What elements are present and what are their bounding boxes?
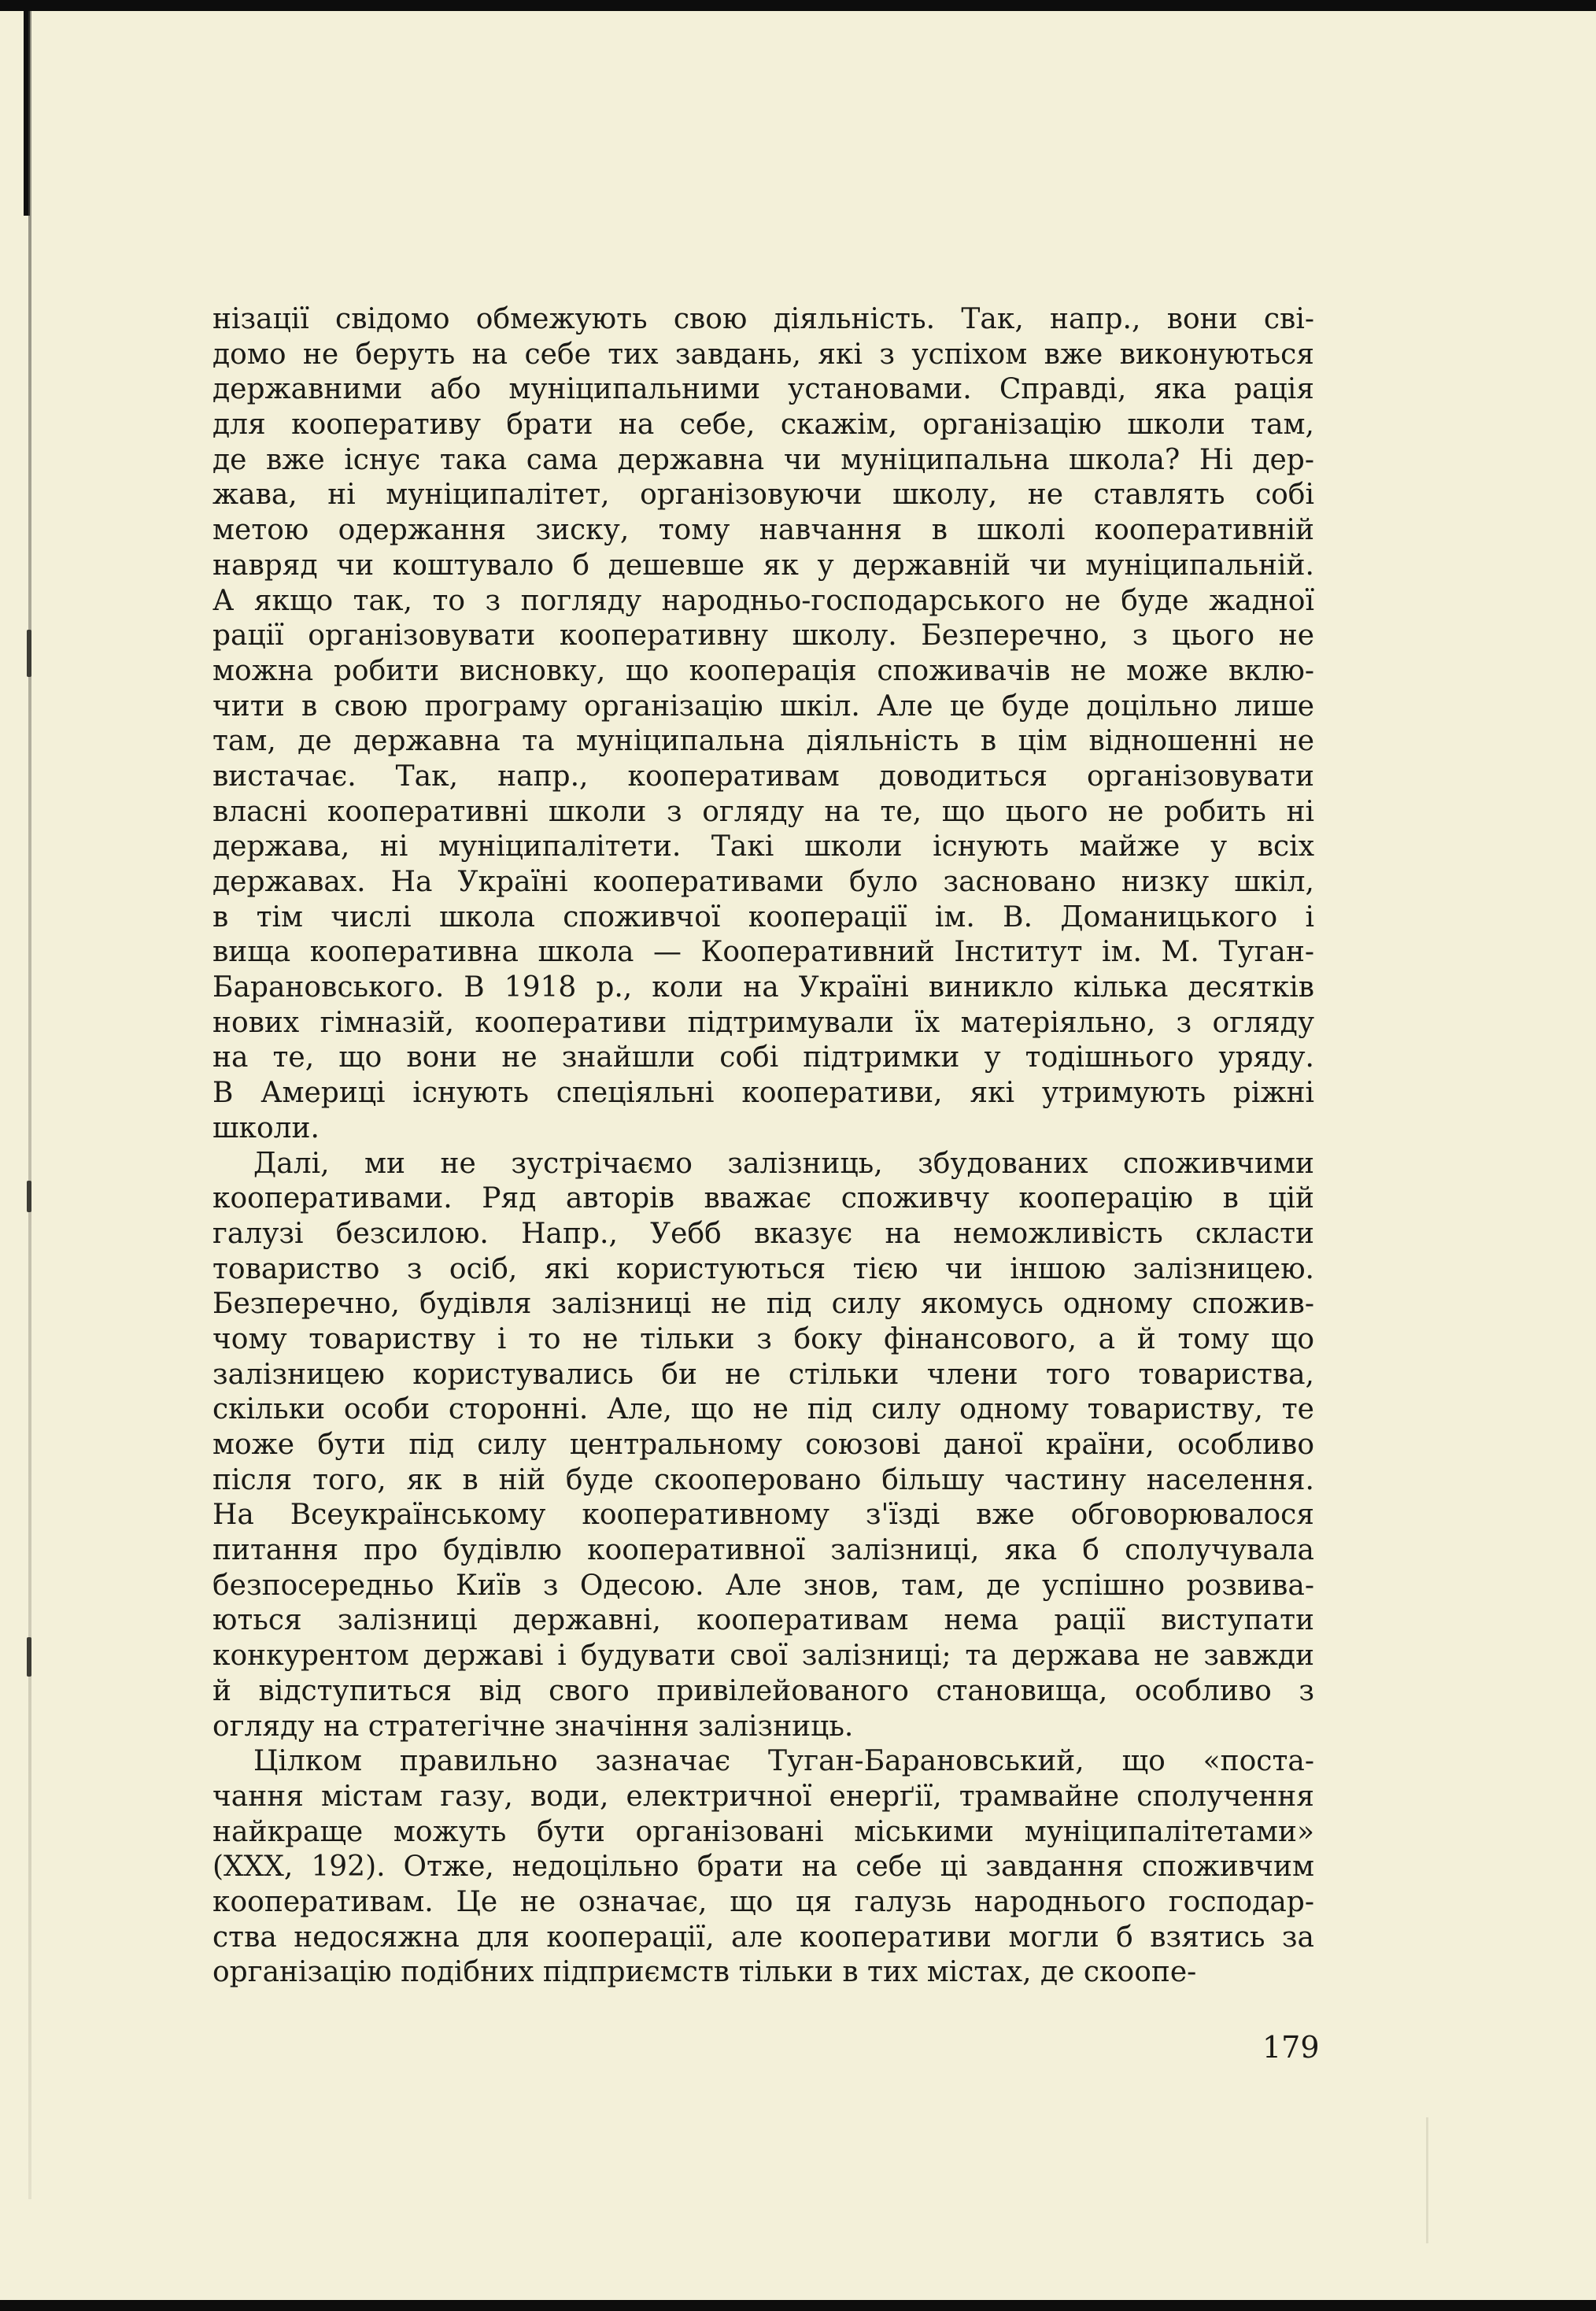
- text-line: власні кооперативні школи з огляду на те, що цього не робить ні: [212, 795, 1314, 828]
- text-line: конкурентом державі і будувати свої залізниці; та держава не завжди: [212, 1640, 1314, 1673]
- text-line: домо не беруть на себе тих завдань, які з успіхом вже виконуються: [212, 338, 1314, 371]
- text-line: можна робити висновку, що кооперація споживачів не може вклю-: [212, 654, 1314, 687]
- text-line: скільки особи сторонні. Але, що не під силу одному товариству, те: [212, 1393, 1314, 1426]
- text-line: Барановського. В 1918 р., коли на Україні виникло кілька десятків: [212, 971, 1314, 1004]
- text-line: на те, що вони не знайшли собі підтримки у тодішнього уряду.: [212, 1041, 1314, 1074]
- page-body: [212, 302, 1314, 1991]
- text-line: найкраще можуть бути організовані міськими муніципалітетами»: [212, 1815, 1314, 1848]
- text-line: там, де державна та муніципальна діяльність в цім відношенні не: [212, 725, 1314, 758]
- text-line: ства недосяжна для кооперації, але кооперативи могли б взятись за: [212, 1921, 1314, 1954]
- text-line: Безперечно, будівля залізниці не під силу якомусь одному спожив-: [212, 1288, 1314, 1321]
- text-line: в тім числі школа споживчої кооперації ім. В. Доманицького і: [212, 900, 1314, 934]
- paragraph: [212, 1147, 1314, 1745]
- text-line: рації організовувати кооперативну школу. Безперечно, з цього не: [212, 619, 1314, 653]
- text-line: безпосередньо Київ з Одесою. Але знов, там, де успішно розвива-: [212, 1569, 1314, 1602]
- margin-mark: [27, 1181, 31, 1212]
- text-line: чання містам газу, води, електричної енерґії, трамвайне сполучення: [212, 1780, 1314, 1813]
- text-line: На Всеукраїнському кооперативному з'їзді вже обговорювалося: [212, 1499, 1314, 1532]
- text-line: жава, ні муніципалітет, організовуючи школу, не ставлять собі: [212, 479, 1314, 512]
- text-line: й відступиться від свого привілейованого становища, особливо з: [212, 1674, 1314, 1707]
- text-line: організацію подібних підприємств тільки в тих містах, де скоопе-: [212, 1956, 1197, 1989]
- text-line: школи.: [212, 1111, 320, 1144]
- text-line: вища кооперативна школа — Кооперативний Інститут ім. М. Туган-: [212, 936, 1314, 969]
- binding-shadow: [28, 11, 31, 2199]
- text-line: ються залізниці державні, кооперативам нема рації виступати: [212, 1604, 1314, 1637]
- text-line: товариство з осіб, які користуються тією чи іншою залізницею.: [212, 1252, 1314, 1285]
- text-line: держава, ні муніципалітети. Такі школи існують майже у всіх: [212, 830, 1314, 863]
- text-line: кооперативам. Це не означає, що ця галузь народнього господар-: [212, 1885, 1314, 1918]
- text-line: (XXX, 192). Отже, недоцільно брати на себе ці завдання споживчим: [212, 1851, 1314, 1884]
- text-line: чити в свою програму організацію шкіл. Але це буде доцільно лише: [212, 690, 1314, 723]
- scan-frame-top: [0, 0, 1596, 11]
- text-line: після того, як в ній буде скооперовано більшу частину населення.: [212, 1463, 1314, 1496]
- scan-speck: [1426, 2117, 1428, 2243]
- text-line: питання про будівлю кооперативної залізниці, яка б сполучувала: [212, 1534, 1314, 1567]
- paragraph: [212, 1744, 1314, 1991]
- text-line: А якщо так, то з погляду народньо-господарського не буде жадної: [212, 584, 1314, 617]
- text-line: залізницею користувались би не стільки члени того товариства,: [212, 1358, 1314, 1391]
- text-line: Далі, ми не зустрічаємо залізниць, збудованих споживчими: [253, 1147, 1314, 1180]
- text-line: державах. На Україні кооперативами було засновано низку шкіл,: [212, 866, 1314, 898]
- text-line: В Америці існують спеціяльні кооперативи, які утримують ріжні: [212, 1077, 1314, 1110]
- text-line: галузі безсилою. Напр., Уебб вказує на неможливість скласти: [212, 1217, 1314, 1250]
- paragraph: [212, 302, 1314, 1147]
- text-line: може бути під силу центральному союзові даної країни, особливо: [212, 1429, 1314, 1461]
- text-line: для кооперативу брати на себе, скажім, організацію школи там,: [212, 409, 1314, 442]
- text-line: чому товариству і то не тільки з боку фінансового, а й тому що: [212, 1322, 1314, 1355]
- text-line: вистачає. Так, напр., кооперативам доводиться організовувати: [212, 760, 1314, 793]
- text-line: метою одержання зиску, тому навчання в школі кооперативній: [212, 514, 1314, 547]
- text-line: кооперативами. Ряд авторів вважає споживчу кооперацію в цій: [212, 1182, 1314, 1215]
- text-line: де вже існує така сама державна чи муніципальна школа? Ні дер-: [212, 443, 1314, 476]
- text-line: навряд чи коштувало б дешевше як у державній чи муніципальній.: [212, 549, 1314, 582]
- text-line: Цілком правильно зазначає Туган-Барановський, що «поста-: [253, 1745, 1314, 1778]
- margin-mark: [27, 630, 31, 677]
- text-line: нізації свідомо обмежують свою діяльність. Так, напр., вони сві-: [212, 303, 1314, 335]
- page-number: 179: [1262, 2030, 1320, 2065]
- text-line: державними або муніципальними установами. Справді, яка рація: [212, 373, 1314, 406]
- margin-mark: [27, 1637, 31, 1677]
- text-line: огляду на стратегічне значіння залізниць.: [212, 1710, 854, 1743]
- scan-frame-bottom: [0, 2300, 1596, 2311]
- text-line: нових гімназій, кооперативи підтримували їх матеріяльно, з огляду: [212, 1006, 1314, 1039]
